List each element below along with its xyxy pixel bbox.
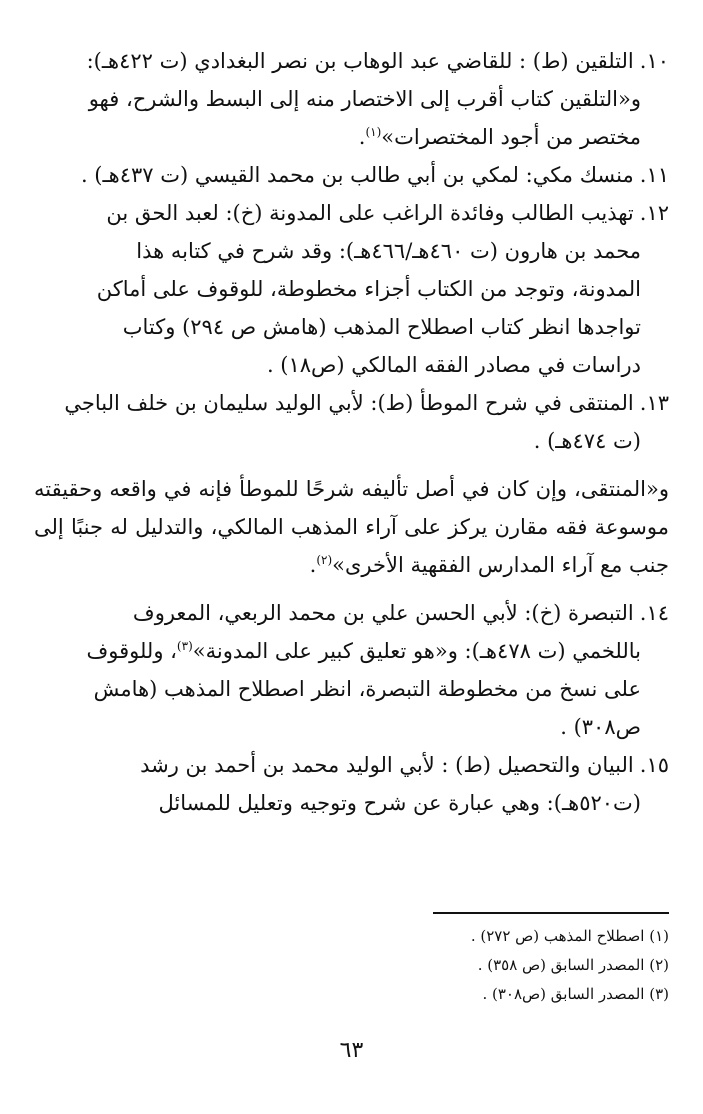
entry-line: باللخمي (ت ٤٧٨هـ): و«هو تعليق كبير على المدونة» <box>192 639 641 663</box>
footnote-1: (١) اصطلاح المذهب (ص ٢٧٢) . <box>470 927 669 945</box>
entry-line: منسك مكي: لمكي بن أبي طالب بن محمد القيسي (ت ٤٣٧هـ) . <box>80 163 634 187</box>
paragraph-tail: . <box>309 553 317 577</box>
paragraph-line: جنب مع آراء المدارس الفقهية الأخرى» <box>332 553 669 577</box>
footnote-marker[interactable]: (١) <box>365 125 382 139</box>
entry-line: البيان والتحصيل (ط) : لأبي الوليد محمد بن أحمد بن رشد <box>140 753 634 777</box>
entry-line: تواجدها انظر كتاب اصطلاح المذهب (هامش ص ٢٩٤) وكتاب <box>122 315 641 339</box>
entry-line: المدونة، وتوجد من الكتاب أجزاء مخطوطة، للوقوف على أماكن <box>96 277 641 301</box>
entry-line: (ت ٤٧٤هـ) . <box>533 429 641 453</box>
entry-number: ١٢. <box>639 201 669 225</box>
footnotes <box>29 922 669 1009</box>
entry-number: ١١. <box>639 163 669 187</box>
entry-number: ١٤. <box>639 601 669 625</box>
paragraph-line: موسوعة فقه مقارن يركز على آراء المذهب المالكي، والتدليل له جنبًا إلى <box>34 515 669 539</box>
entry-line: ، وللوقوف <box>86 639 177 663</box>
footnote-2: (٢) المصدر السابق (ص ٣٥٨) . <box>477 956 669 974</box>
entry-15 <box>34 746 669 822</box>
entry-line: (ت٥٢٠هـ): وهي عبارة عن شرح وتوجيه وتعليل للمسائل <box>158 791 641 815</box>
entry-10 <box>34 42 669 156</box>
entry-line: تهذيب الطالب وفائدة الراغب على المدونة (خ): لعبد الحق بن <box>106 201 634 225</box>
entry-line: دراسات في مصادر الفقه المالكي (ص١٨) . <box>266 353 641 377</box>
entry-number: ١٥. <box>639 753 669 777</box>
footnote-divider <box>433 912 669 914</box>
entry-14 <box>34 594 669 746</box>
footnote-3: (٣) المصدر السابق (ص٣٠٨) . <box>482 985 669 1003</box>
entry-line: المنتقى في شرح الموطأ (ط): لأبي الوليد سليمان بن خلف الباجي <box>64 391 634 415</box>
footnote-marker[interactable]: (٣) <box>176 639 193 653</box>
paragraph-line: و«المنتقى، وإن كان في أصل تأليفه شرحًا للموطأ فإنه في واقعه وحقيقته <box>34 477 669 501</box>
entry-tail: . <box>358 125 366 149</box>
entry-number: ١٣. <box>639 391 669 415</box>
main-text <box>34 42 669 822</box>
quote-paragraph <box>34 470 669 584</box>
entry-line: ص٣٠٨) . <box>560 715 641 739</box>
footnote-marker[interactable]: (٢) <box>316 553 333 567</box>
entry-line: على نسخ من مخطوطة التبصرة، انظر اصطلاح المذهب (هامش <box>93 677 641 701</box>
entry-13 <box>34 384 669 460</box>
entry-line: مختصر من أجود المختصرات» <box>381 125 641 149</box>
entry-line: و«التلقين كتاب أقرب إلى الاختصار منه إلى البسط والشرح، فهو <box>88 87 641 111</box>
entry-number: ١٠. <box>639 49 669 73</box>
entry-line: محمد بن هارون (ت ٤٦٠هـ/٤٦٦هـ): وقد شرح في كتابه هذا <box>136 239 641 263</box>
page-number: ٦٣ <box>339 1038 364 1063</box>
entry-line: التبصرة (خ): لأبي الحسن علي بن محمد الربعي، المعروف <box>132 601 634 625</box>
entry-line: التلقين (ط) : للقاضي عبد الوهاب بن نصر البغدادي (ت ٤٢٢هـ): <box>86 49 634 73</box>
entry-12 <box>34 194 669 384</box>
entry-11 <box>34 156 669 194</box>
